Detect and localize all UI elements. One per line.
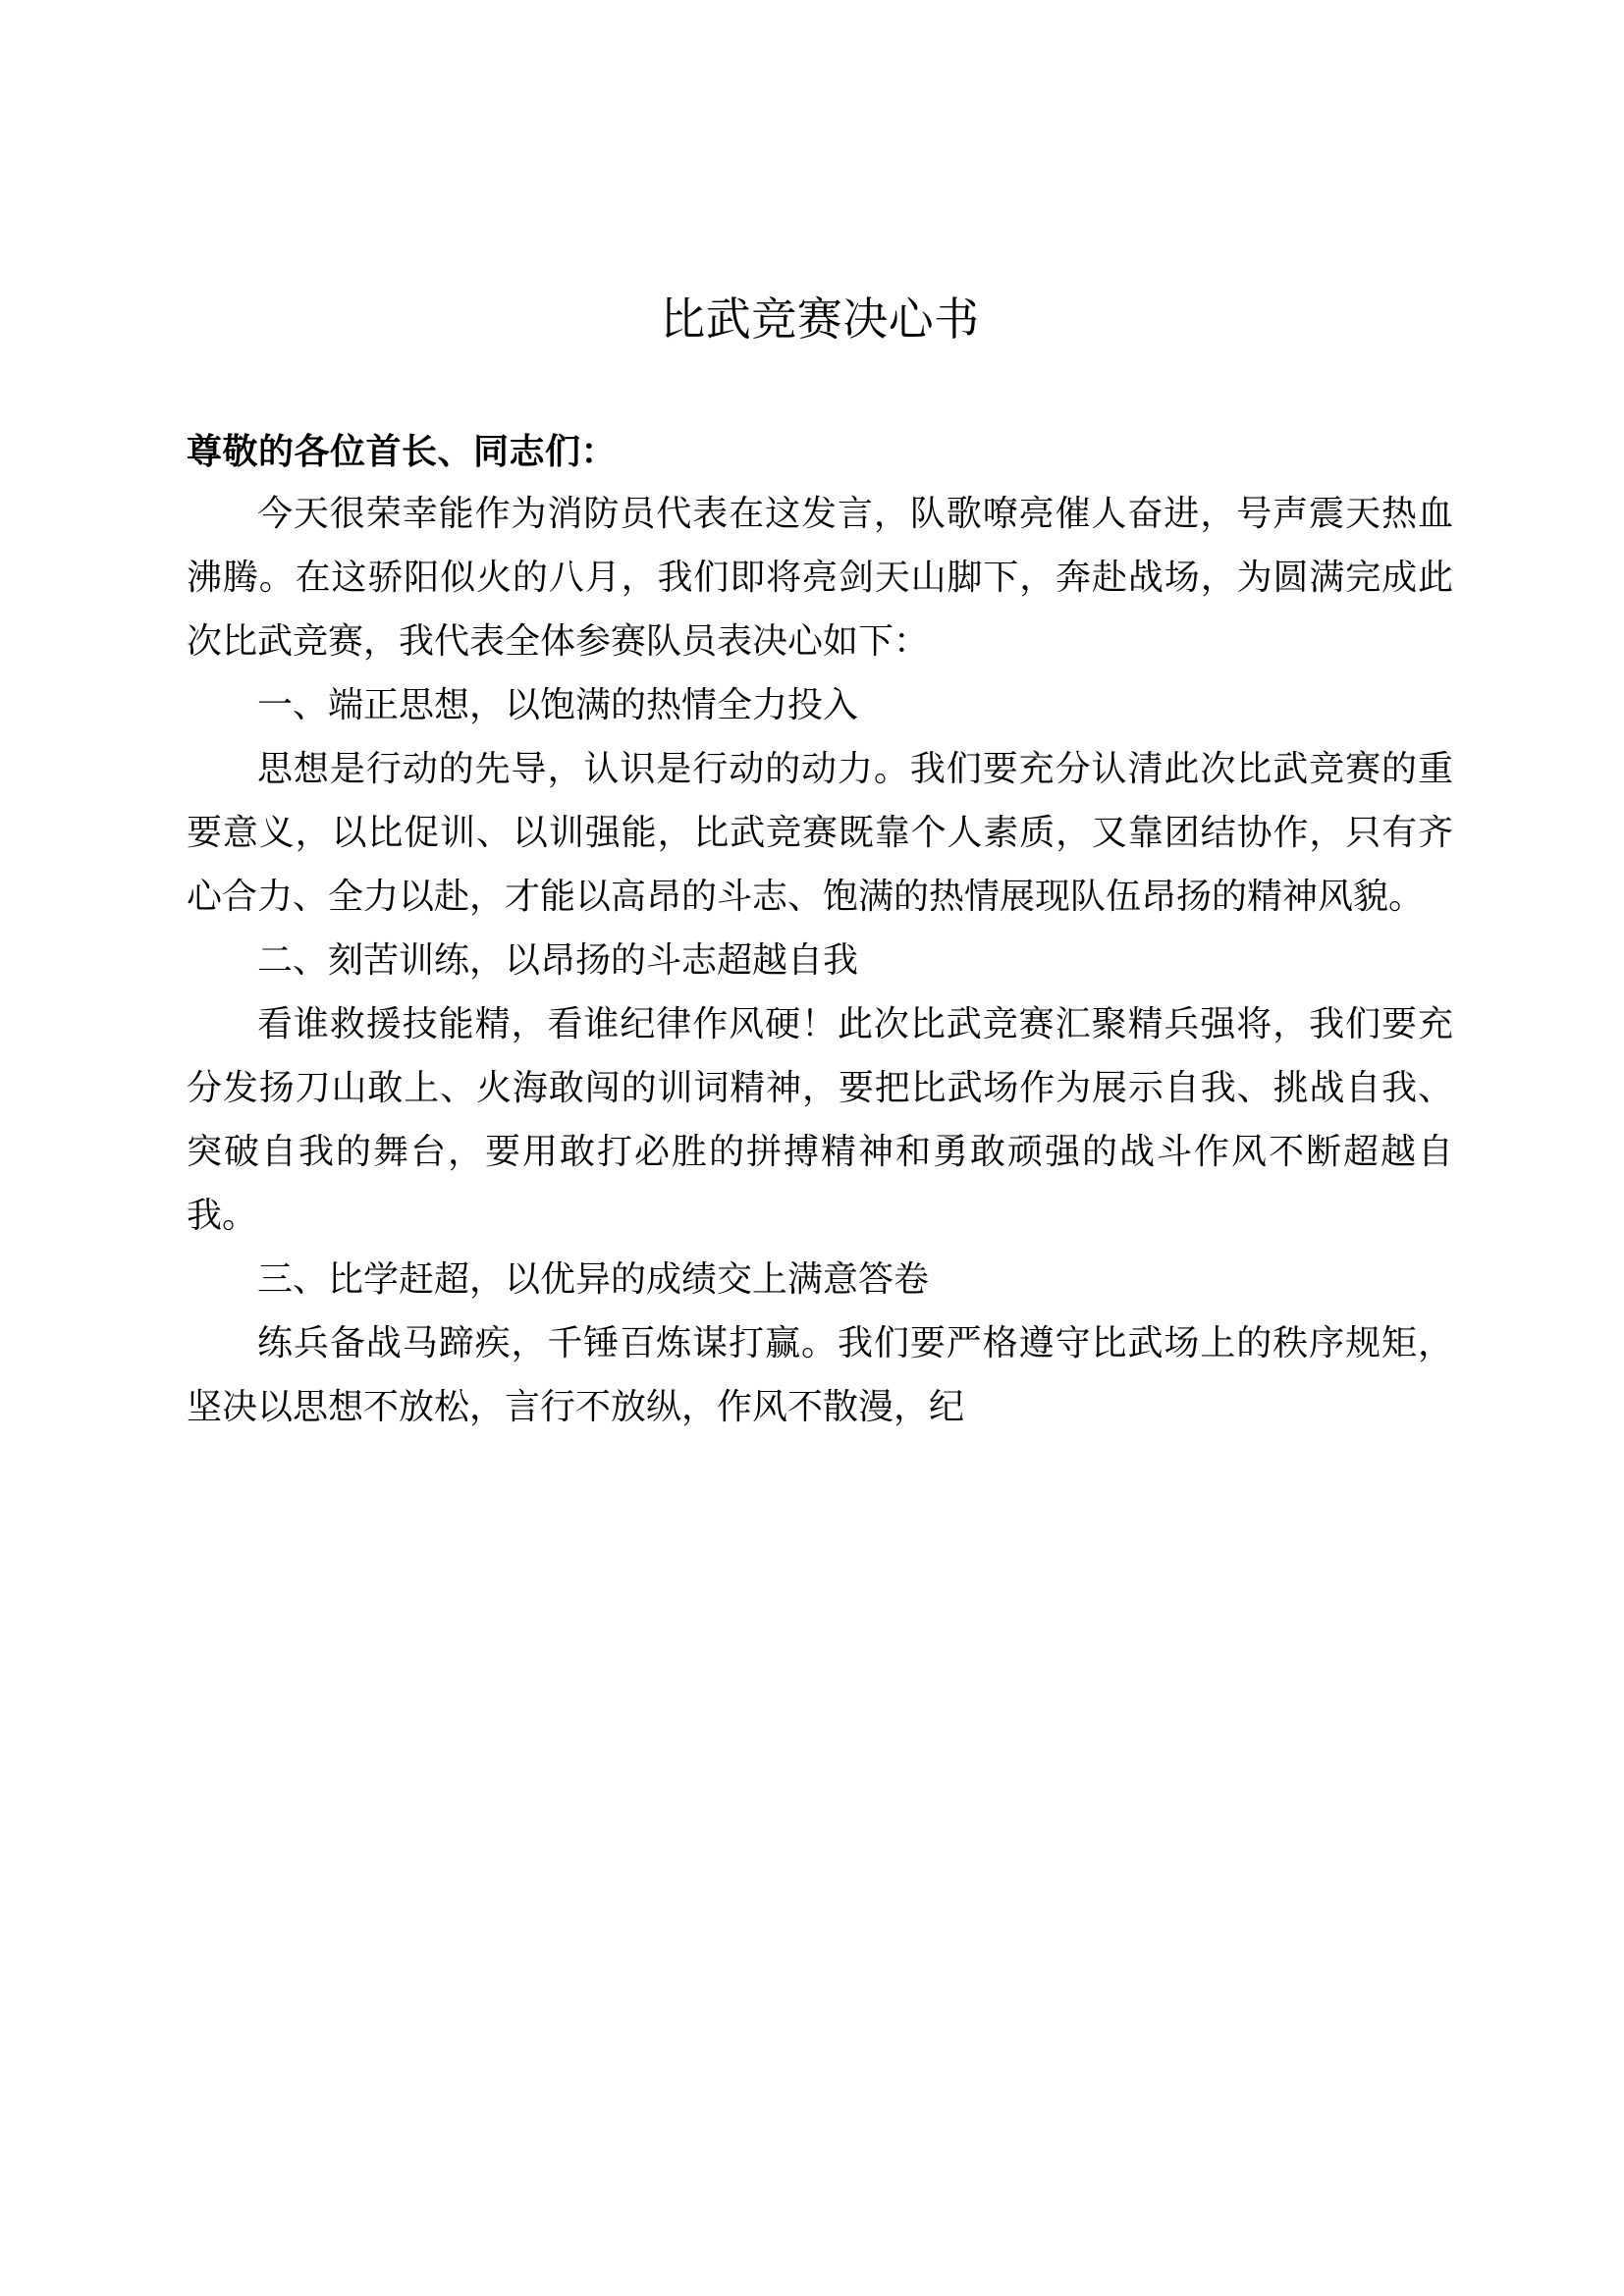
section-heading-2: 二、刻苦训练，以昂扬的斗志超越自我 <box>257 939 859 981</box>
paragraph-intro: 今天很荣幸能作为消防员代表在这发言，队歌嘹亮催人奋进，号声震天热血沸腾。在这骄阳似火的八月，我们即将亮剑天山脚下，奔赴战场，为圆满完成此次比武竞赛，我代表全体参赛队员表决心如下： <box>187 493 1453 662</box>
paragraph-section-3: 练兵备战马蹄疾，千锤百炼谋打赢。我们要严格遵守比武场上的秩序规矩，坚决以思想不放松，言行不放纵，作风不散漫，纪 <box>187 1322 1453 1427</box>
salutation: 尊敬的各位首长、同志们： <box>187 431 618 472</box>
paragraph-section-1: 思想是行动的先导，认识是行动的动力。我们要充分认清此次比武竞赛的重要意义，以比促训、以训强能，比武竞赛既靠个人素质，又靠团结协作，只有齐心合力、全力以赴，才能以高昂的斗志、饱满的热情展现队伍昂扬的精神风貌。 <box>187 748 1453 917</box>
paragraph-section-2: 看谁救援技能精，看谁纪律作风硬！此次比武竞赛汇聚精兵强将，我们要充分发扬刀山敢上、火海敢闯的训词精神，要把比武场作为展示自我、挑战自我、突破自我的舞台，要用敢打必胜的拼搏精神和勇敢顽强的战斗作风不断超越自我。 <box>187 1003 1453 1236</box>
document-body <box>187 0 1453 1438</box>
section-heading-1: 一、端正思想，以饱满的热情全力投入 <box>257 684 859 725</box>
page-title: 比武竞赛决心书 <box>660 294 980 345</box>
section-heading-3: 三、比学赶超，以优异的成绩交上满意答卷 <box>257 1258 930 1300</box>
